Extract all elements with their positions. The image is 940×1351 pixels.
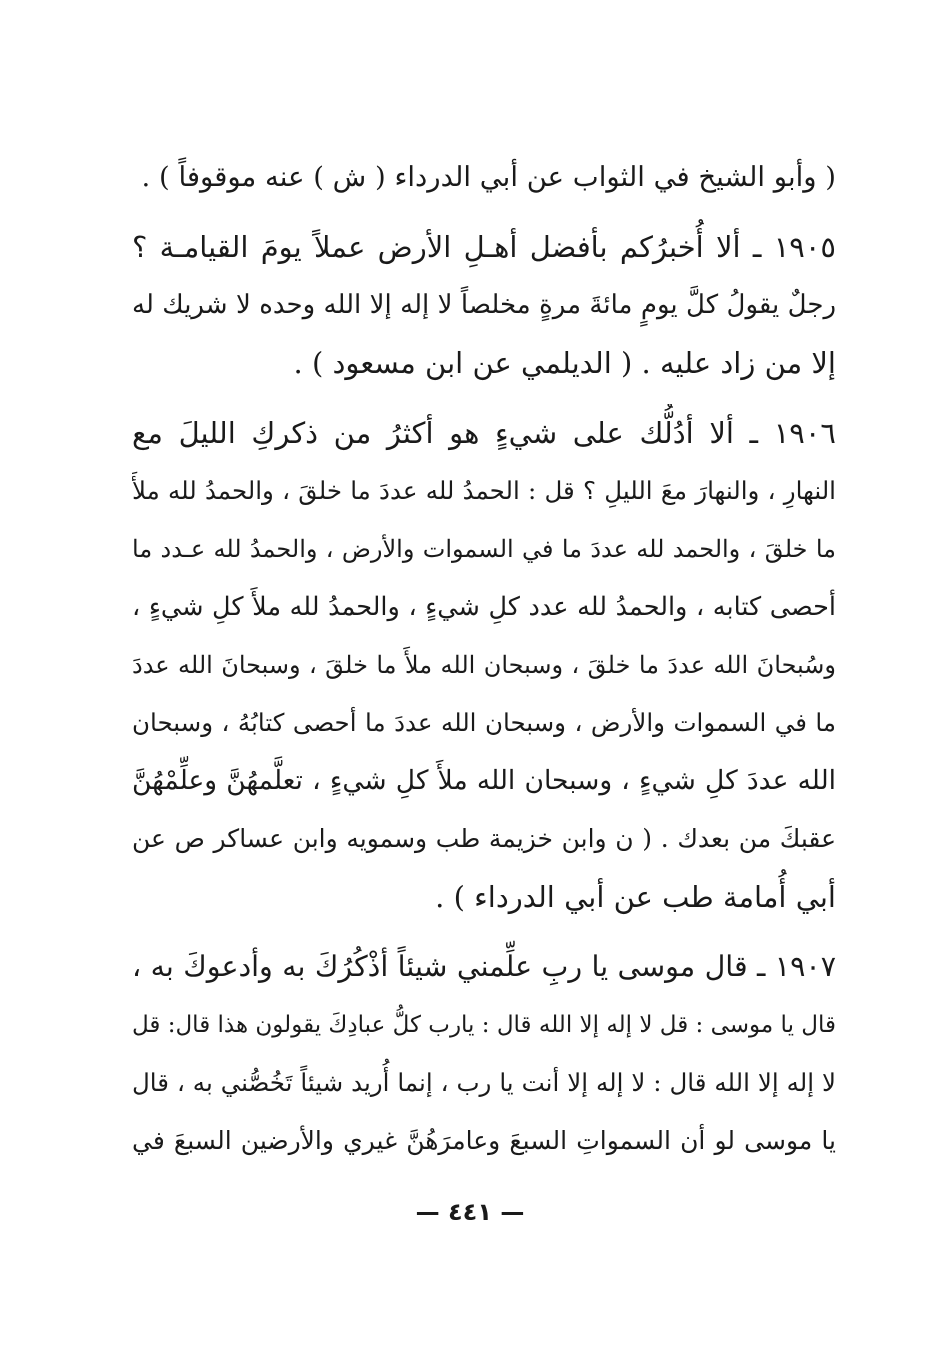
text-line-12: عقبكَ من بعدك . ( ن وابن خزيمة طب وسمويه وابن عساكر ص عن [132,824,836,853]
text-line-9: وسُبحانَ الله عددَ ما خلقَ ، وسبحان الله ملأَ ما خلقَ ، وسبحانَ الله عددَ [132,651,836,679]
paragraph-gap [132,206,836,218]
text-line-11: الله عددَ كلِ شيءٍ ، وسبحان الله ملأَ كلِ شيءٍ ، تعلَّمهُنَّ وعلِّمْهُنَّ [132,765,836,796]
text-line-8: أحصى كتابه ، والحمدُ لله عدد كلِ شيءٍ ، والحمدُ لله ملأَ كلِ شيءٍ ، [132,592,836,622]
page-number: — ٤٤١ — [415,1198,525,1226]
document-body [132,148,836,1170]
text-line-13: أبي أُمامة طب عن أبي الدرداء ) . [435,880,836,914]
paragraph-gap [132,392,836,404]
text-line-1: ( وأبو الشيخ في الثواب عن أبي الدرداء ( ش ) عنه موقوفاً ) . [141,161,836,193]
text-line-6: النهارِ ، والنهارَ معَ الليلِ ؟ قل : الحمدُ لله عددَ ما خلقَ ، والحمدُ لله ملأَ [132,476,836,505]
text-line-2: ١٩٠٥ ـ ألا أُخبرُكم بأفضل أهـلِ الأرض عملاً يومَ القيامـة ؟ [132,230,836,264]
text-line-7: ما خلقَ ، والحمد لله عددَ ما في السموات والأرض ، والحمدُ لله عـدد ما [132,535,836,563]
text-line-3: رجلٌ يقولُ كلَّ يومٍ مائةَ مرةٍ مخلصاً لا إله إلا الله وحده لا شريك له [132,290,836,320]
text-line-4: إلا من زاد عليه . ( الديلمي عن ابن مسعود ) . [293,346,836,380]
text-line-5: ١٩٠٦ ـ ألا أدُلُّك على شيءٍ هو أكثرُ من ذكركِ الليلَ مع [132,416,836,450]
paragraph-gap [132,926,836,938]
text-line-14: ١٩٠٧ ـ قال موسى يا ربِ علِّمني شيئاً أذْكُرُكَ به وأدعوكَ به ، [132,950,836,983]
text-line-16: لا إله إلا الله قال : لا إله إلا أنت يا رب ، إنما أُريد شيئاً تَخُصُّني به ، قال [132,1068,836,1097]
text-line-10: ما في السموات والأرض ، وسبحان الله عددَ ما أحصى كتابُهُ ، وسبحان [132,708,836,737]
text-line-17: يا موسى لو أن السمواتِ السبعَ وعامرَهُنَّ غيري والأرضين السبعَ في [132,1126,836,1155]
text-line-15: قال يا موسى : قل لا إله إلا الله قال : يارب كلُّ عبادِكَ يقولون هذا قال: قل [132,1012,836,1038]
